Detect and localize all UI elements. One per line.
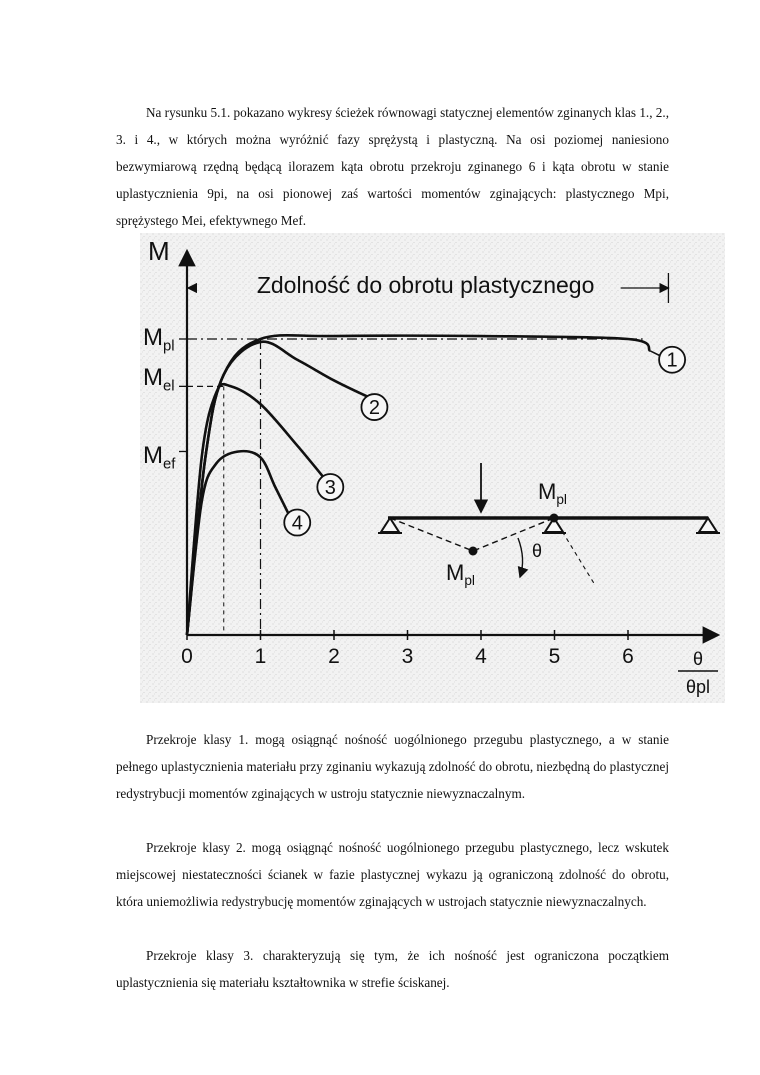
beam-label-span-moment: $M_{pl}$ <box>446 560 475 588</box>
x-axis-label-denominator: θpl <box>685 677 711 697</box>
y-level-label-mel: $M_{el}$ <box>143 364 175 395</box>
x-tick-label-6: 6 <box>622 645 634 668</box>
curve-label-4: 4 <box>291 512 303 535</box>
beam-label-support-moment: $M_{pl}$ <box>538 479 567 507</box>
curve-label-1: 1 <box>666 349 678 372</box>
beam-label-rotation: θ <box>532 541 543 561</box>
figure-background <box>140 233 725 703</box>
paragraph-class-2: Przekroje klasy 2. mogą osiągnąć nośność uogólnionego przegubu plastycznego, lecz wskutek miejscowej niestateczności ścianek w fazie plastycznej wykazu ją ograniczoną zdolność do obrotu, która uniemożliwia redystrybucję momentów zginających w ustrojach statycznie niewyznaczalnych. <box>116 840 669 910</box>
curve-label-3: 3 <box>324 477 336 499</box>
figure-moment-rotation-diagram <box>140 233 725 703</box>
moment-rotation-chart <box>140 233 725 703</box>
paragraph-class-1: Przekroje klasy 1. mogą osiągnąć nośność uogólnionego przegubu plastycznego, a w stanie pełnego uplastycznienia materiału przy zginaniu wykazują zdolność do obrotu, niezbędną do plastycznej redystrybucji momentów zginających w ustroju statycznie niewyznaczalnym. <box>116 732 669 802</box>
x-tick-label-4: 4 <box>475 645 487 668</box>
x-tick-label-2: 2 <box>328 645 340 668</box>
paragraph-class-3: Przekroje klasy 3. charakteryzują się tym, że ich nośność jest ograniczona początkiem uplastycznienia się materiału kształtownika w strefie ściskanej. <box>116 948 669 991</box>
rotation-capacity-label: Zdolność do obrotu plastycznego <box>256 272 595 298</box>
y-level-label-mef: $M_{ef}$ <box>143 442 176 473</box>
span-hinge <box>469 547 478 556</box>
paragraph-figure-description: Na rysunku 5.1. pokazano wykresy ścieżek równowagi statycznej elementów zginanych klas 1., 2., 3. i 4., w których można wyróżnić fazy sprężystą i plastyczną. Na osi poziomej naniesiono bezwymiarową rzędną będącą ilorazem kąta obrotu przekroju zginanego 6 i kąta obrotu w stanie uplastycznienia 9pi, na osi pionowej zaś wartości momentów zginających: plastycznego Mpi, sprężystego Mei, efektywnego Mef. <box>116 105 669 229</box>
curve-label-2: 2 <box>368 397 380 420</box>
x-tick-label-5: 5 <box>548 645 561 668</box>
x-tick-label-0: 0 <box>181 645 193 668</box>
y-axis-label: M <box>148 236 170 266</box>
x-tick-label-1: 1 <box>254 645 267 668</box>
y-level-label-mpl: $M_{pl}$ <box>143 324 175 355</box>
x-axis-label-numerator: θ <box>692 649 704 669</box>
x-tick-label-3: 3 <box>401 645 414 668</box>
